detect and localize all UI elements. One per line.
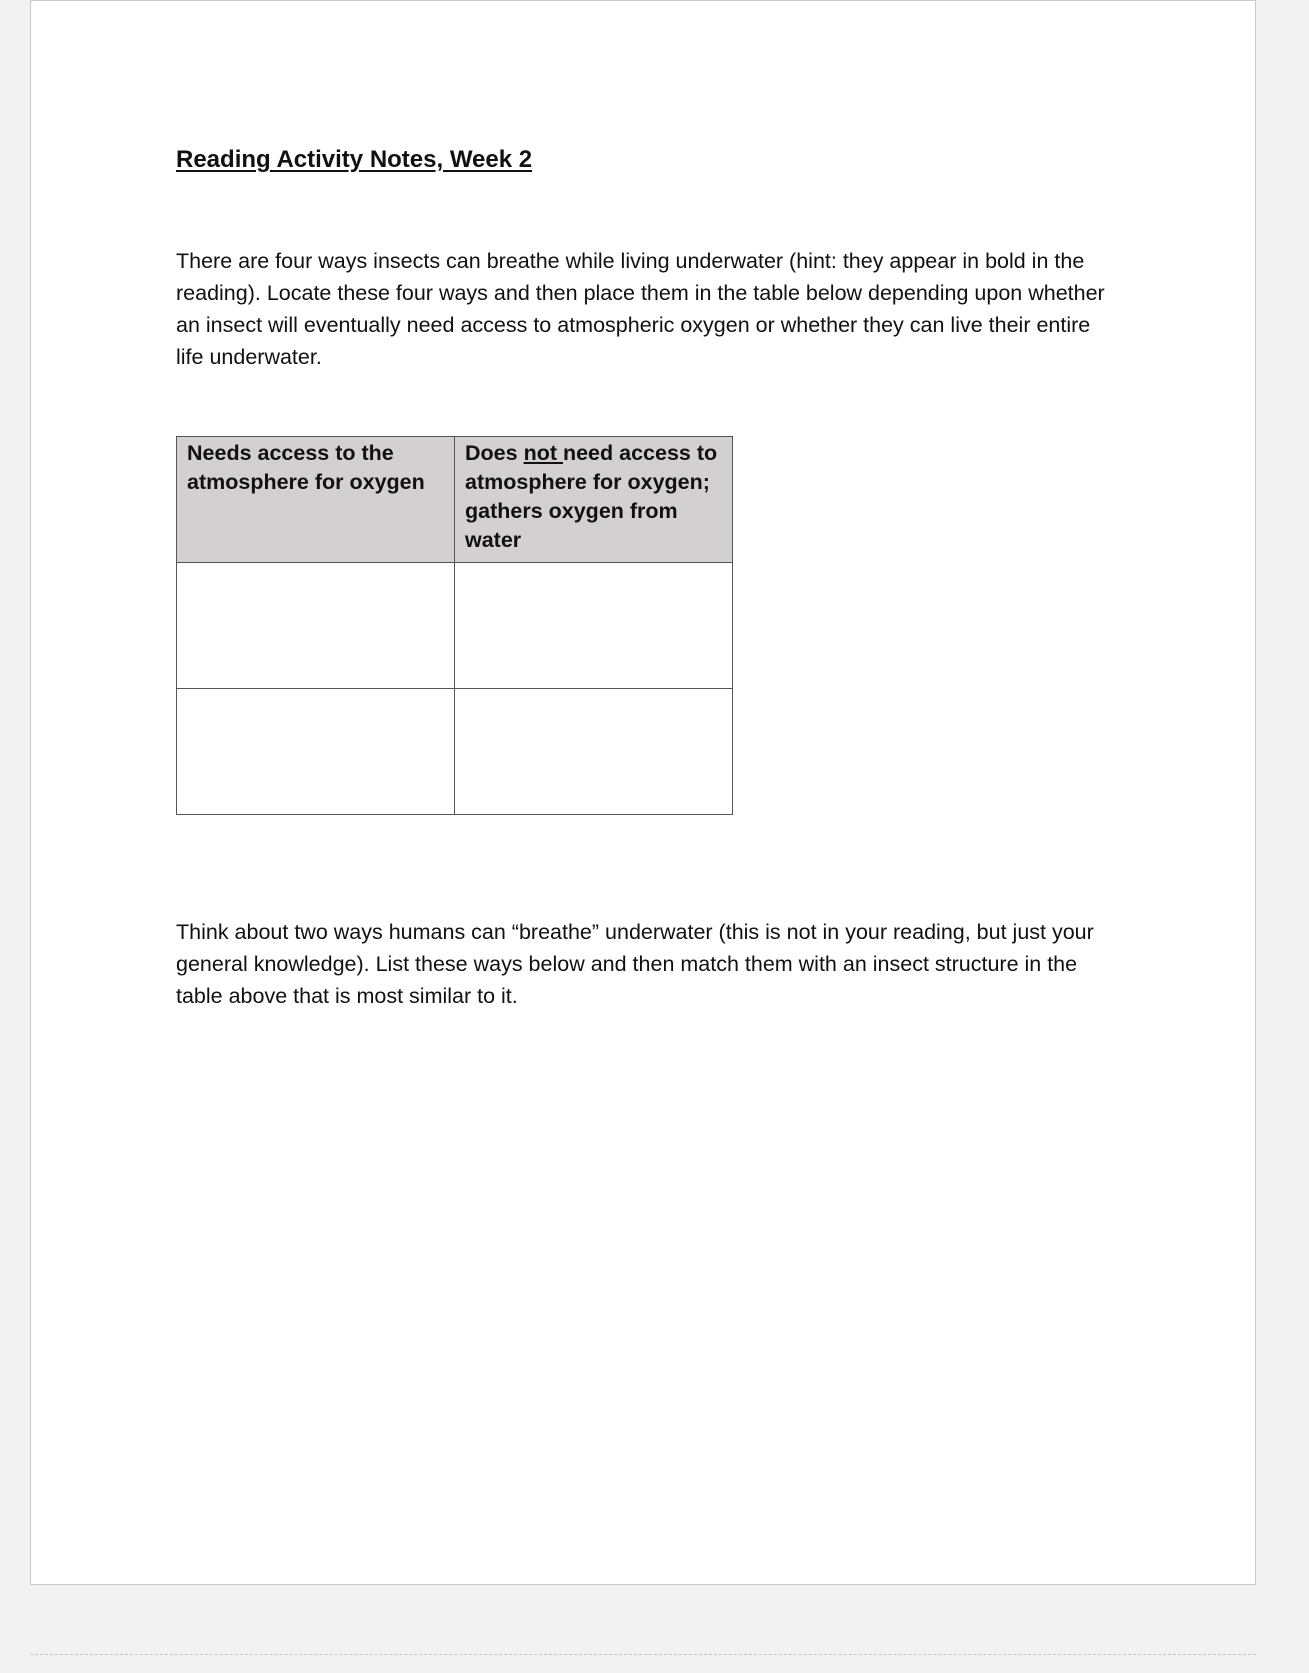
header-needs-atmosphere-text: Needs access to the atmosphere for oxygen (187, 441, 425, 494)
header-text-after: need access to atmosphere for oxygen; gathers oxygen from water (465, 441, 718, 552)
header-text-underlined: not (523, 441, 563, 465)
table-cell[interactable] (177, 689, 455, 815)
table-cell[interactable] (177, 563, 455, 689)
document-page (30, 0, 1256, 1585)
table-cell[interactable] (455, 563, 733, 689)
breathing-methods-table (176, 436, 733, 815)
table-row (177, 689, 733, 815)
next-page-divider (30, 1654, 1256, 1655)
table-cell[interactable] (455, 689, 733, 815)
header-text-before: Does (465, 441, 524, 465)
second-paragraph: Think about two ways humans can “breathe” underwater (this is not in your reading, but just your general knowledge). List these ways below and then match them with an insect structure in the table above that is most similar to it. (176, 920, 1094, 1008)
table-row (177, 563, 733, 689)
page-title: Reading Activity Notes, Week 2 (176, 146, 533, 173)
header-needs-atmosphere (177, 437, 455, 563)
table-header-row (177, 437, 733, 563)
header-does-not-need-atmosphere (455, 437, 733, 563)
intro-paragraph: There are four ways insects can breathe while living underwater (hint: they appear in bold in the reading). Locate these four ways and then place them in the table below depending upon whether an insect will eventually need access to atmospheric oxygen or whether they can live their entire life underwater. (176, 249, 1105, 369)
